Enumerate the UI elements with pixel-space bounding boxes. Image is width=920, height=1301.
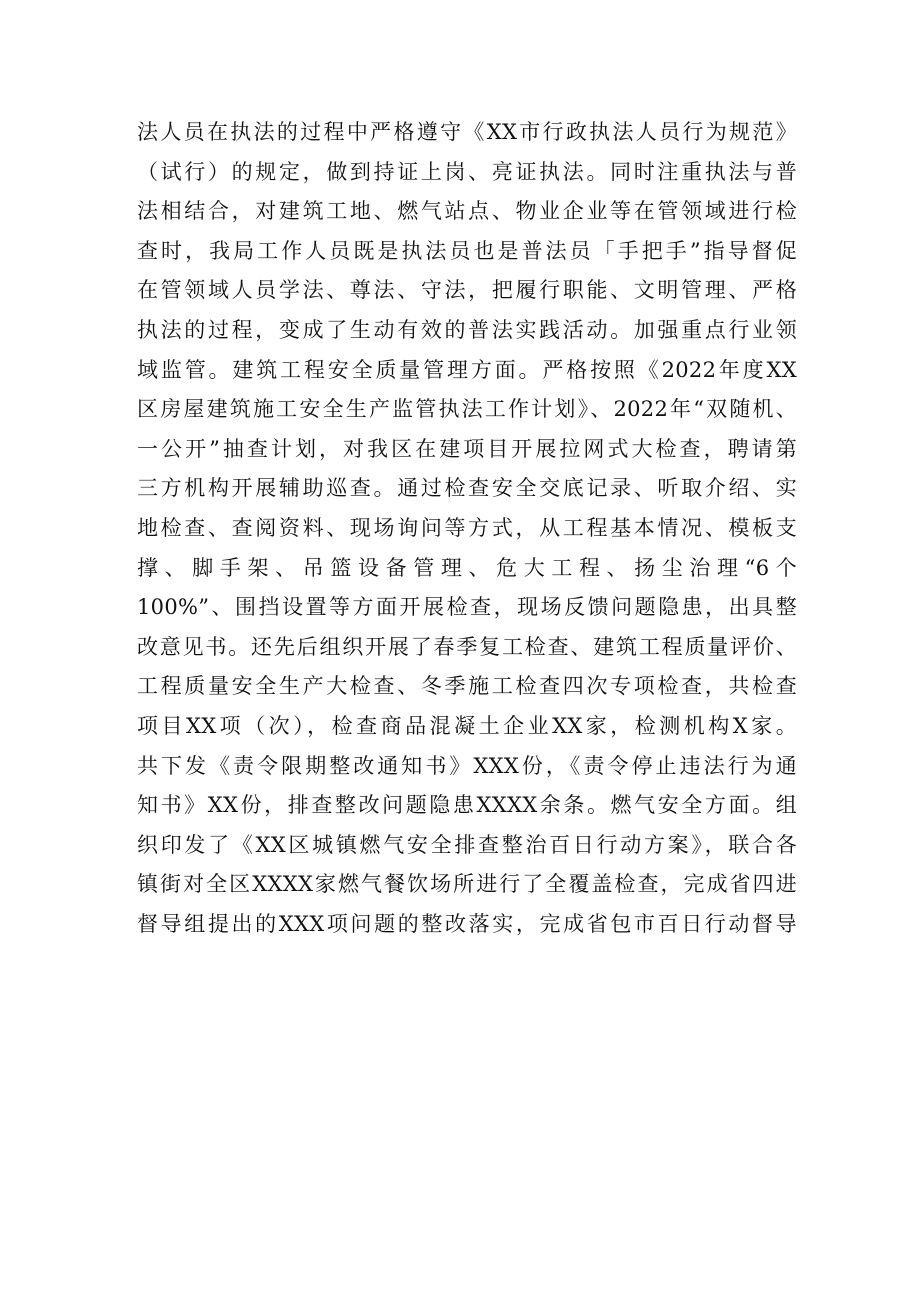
text-line: 撑、脚手架、吊篮设备管理、危大工程、扬尘治理“6个 <box>137 555 797 580</box>
text-line: 在管领域人员学法、尊法、守法，把履行职能、文明管理、严格 <box>137 278 797 303</box>
text-line: 地检查、查阅资料、现场询问等方式，从工程基本情况、模板支 <box>137 515 797 540</box>
text-line: 三方机构开展辅助巡查。通过检查安全交底记录、听取介绍、实 <box>137 476 797 501</box>
body-paragraph <box>137 113 797 944</box>
text-line: 督导组提出的XXX项问题的整改落实，完成省包市百日行动督导 <box>137 911 797 936</box>
text-line: 区房屋建筑施工安全生产监管执法工作计划》、2022年“双随机、 <box>137 397 797 422</box>
text-line: 共下发《责令限期整改通知书》XXX份，《责令停止违法行为通 <box>137 753 797 778</box>
text-line: 工程质量安全生产大检查、冬季施工检查四次专项检查，共检查 <box>137 674 797 699</box>
text-line: 查时，我局工作人员既是执法员也是普法员「手把手”指导督促 <box>137 238 797 263</box>
text-line: 一公开”抽查计划，对我区在建项目开展拉网式大检查，聘请第 <box>137 436 797 461</box>
text-line: 100%”、围挡设置等方面开展检查，现场反馈问题隐患，出具整 <box>137 595 797 620</box>
text-line: 执法的过程，变成了生动有效的普法实践活动。加强重点行业领 <box>137 317 797 342</box>
text-line: 法相结合，对建筑工地、燃气站点、物业企业等在管领域进行检 <box>137 199 797 224</box>
text-line: 域监管。建筑工程安全质量管理方面。严格按照《2022年度XX <box>137 357 797 382</box>
text-line: （试行）的规定，做到持证上岗、亮证执法。同时注重执法与普 <box>137 159 797 184</box>
text-line: 织印发了《XX区城镇燃气安全排查整治百日行动方案》，联合各 <box>137 832 797 857</box>
text-line: 法人员在执法的过程中严格遵守《XX市行政执法人员行为规范》 <box>137 120 797 144</box>
text-line: 镇街对全区XXXX家燃气餐饮场所进行了全覆盖检查，完成省四进 <box>137 872 797 897</box>
text-line: 知书》XX份，排查整改问题隐患XXXX余条。燃气安全方面。组 <box>137 793 797 818</box>
text-line: 改意见书。还先后组织开展了春季复工检查、建筑工程质量评价、 <box>137 634 797 659</box>
text-line: 项目XX项（次），检查商品混凝土企业XX家，检测机构X家。 <box>137 713 797 738</box>
